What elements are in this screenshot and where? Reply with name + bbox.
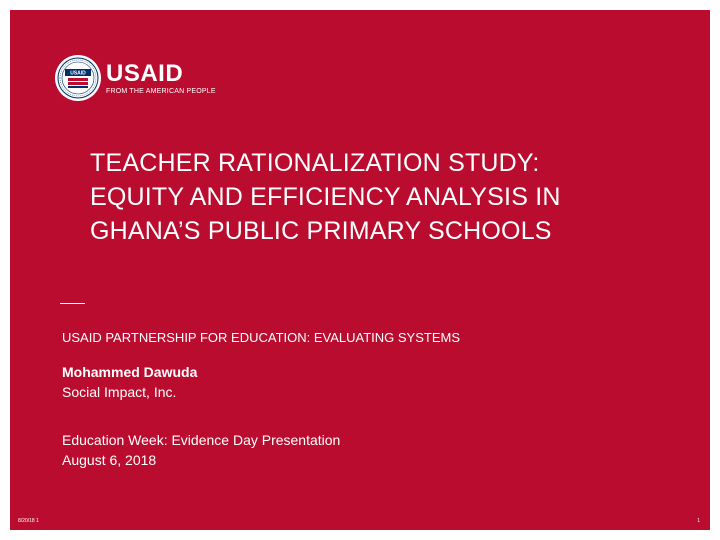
usaid-logo [54, 54, 216, 102]
event-name: Education Week: Evidence Day Presentation [62, 432, 341, 448]
divider-rule [60, 303, 85, 304]
presenter-name: Mohammed Dawuda [62, 364, 198, 380]
title-line-3: GHANA’S PUBLIC PRIMARY SCHOOLS [90, 217, 552, 245]
title-line-1: TEACHER RATIONALIZATION STUDY: [90, 149, 540, 177]
presenter-organization: Social Impact, Inc. [62, 384, 177, 400]
event-block [62, 430, 340, 470]
logo-tagline: FROM THE AMERICAN PEOPLE [106, 87, 216, 95]
title-line-2: EQUITY AND EFFICIENCY ANALYSIS IN [90, 183, 561, 211]
usaid-seal-icon [54, 54, 102, 102]
footer-date-stamp: 8/20/18 1 [18, 518, 39, 524]
slide-title [90, 146, 650, 248]
logo-text [106, 59, 216, 95]
program-name: USAID PARTNERSHIP FOR EDUCATION: EVALUATING SYSTEMS [62, 330, 461, 345]
footer-page-number: 1 [697, 518, 700, 524]
svg-text:USAID: USAID [70, 70, 86, 77]
presenter-block [62, 362, 197, 402]
logo-wordmark: USAID [106, 59, 184, 87]
title-slide [10, 10, 710, 530]
event-date: August 6, 2018 [62, 452, 157, 468]
